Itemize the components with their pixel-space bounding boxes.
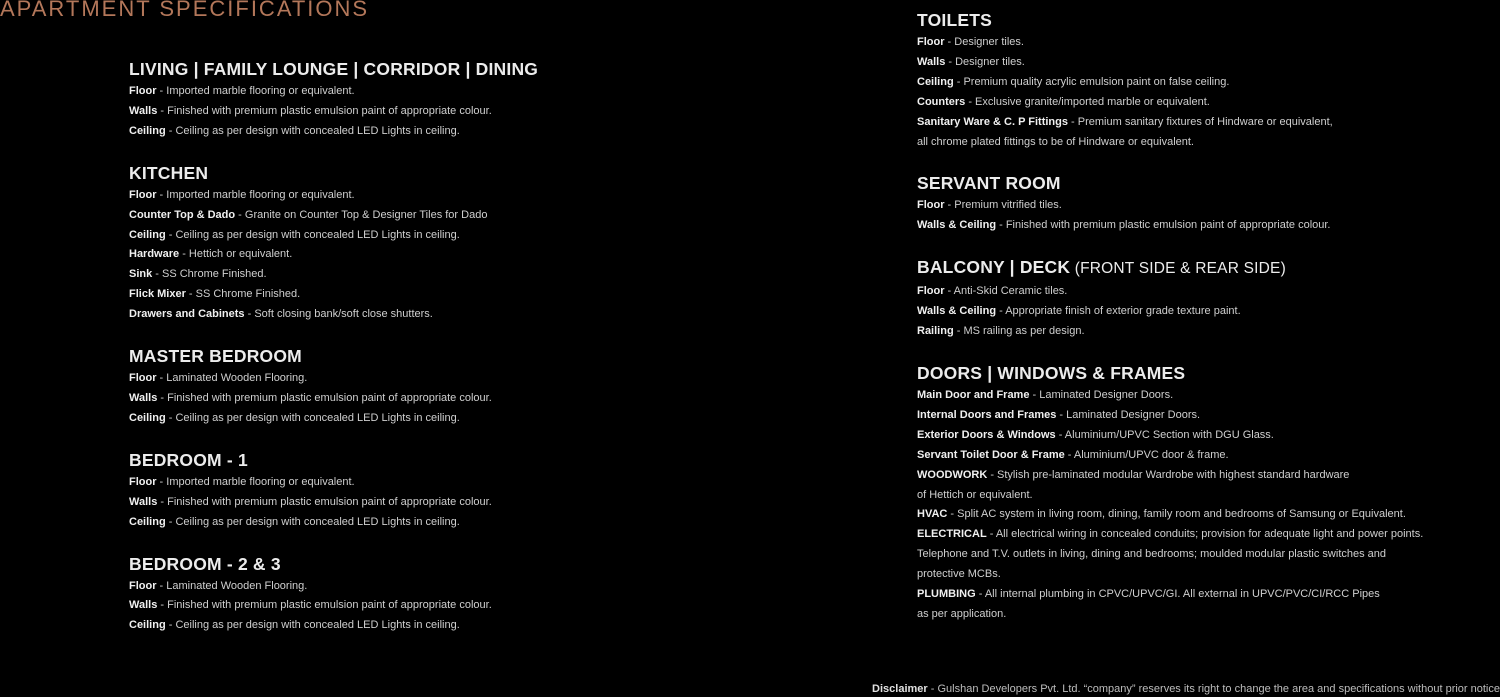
- spec-label: Floor: [917, 285, 945, 298]
- spec-section-living-family-lounge-corridor-dining: [129, 58, 829, 142]
- spec-line: [129, 513, 829, 533]
- spec-line: [129, 122, 829, 142]
- spec-text: - Laminated Designer Doors.: [1029, 388, 1174, 401]
- spec-label: Floor: [129, 372, 157, 385]
- page-title: APARTMENT SPECIFICATIONS: [0, 0, 370, 21]
- spec-section-servant-room: [917, 172, 1477, 236]
- spec-label: Walls: [129, 495, 158, 508]
- spec-label: Sink: [129, 268, 153, 281]
- spec-label: Counters: [917, 95, 966, 108]
- spec-text: - Finished with premium plastic emulsion paint of appropriate colour.: [996, 219, 1331, 232]
- spec-text: - Anti-Skid Ceramic tiles.: [944, 285, 1068, 298]
- spec-line: [917, 113, 1477, 133]
- spec-line: [917, 585, 1477, 605]
- spec-label: Walls: [129, 599, 158, 612]
- spec-text: as per application.: [917, 607, 1007, 620]
- section-heading: [917, 172, 1477, 194]
- disclaimer-text: - Gulshan Developers Pvt. Ltd. “company” reserves its right to change the area and specifications without prior notice: [927, 683, 1500, 695]
- spec-line: [917, 505, 1477, 525]
- spec-line: [917, 133, 1477, 153]
- spec-line: [917, 565, 1477, 585]
- spec-label: ELECTRICAL: [917, 528, 987, 541]
- section-heading-text: MASTER BEDROOM: [129, 346, 302, 367]
- spec-section-bedroom-2-3: [129, 553, 829, 637]
- spec-line: [917, 486, 1477, 506]
- section-heading: [129, 58, 829, 80]
- spec-section-master-bedroom: [129, 345, 829, 429]
- spec-section-bedroom-1: [129, 449, 829, 533]
- spec-line: [129, 577, 829, 597]
- spec-text: - Appropriate finish of exterior grade texture paint.: [996, 305, 1241, 318]
- spec-text: - Premium vitrified tiles.: [944, 199, 1062, 212]
- left-spec-column: [129, 58, 829, 656]
- spec-line: [917, 545, 1477, 565]
- spec-text: - Ceiling as per design with concealed LED Lights in ceiling.: [165, 228, 460, 241]
- spec-line: [129, 206, 829, 226]
- spec-label: Walls: [129, 104, 158, 117]
- spec-label: Floor: [917, 36, 945, 48]
- spec-label: Floor: [917, 199, 945, 212]
- spec-line: [917, 196, 1477, 216]
- spec-text: - Imported marble flooring or equivalent.: [156, 85, 355, 97]
- disclaimer: [872, 682, 1500, 696]
- spec-text: - Laminated Designer Doors.: [1056, 408, 1201, 421]
- spec-text: - Laminated Wooden Flooring.: [156, 372, 308, 385]
- spec-label: Ceiling: [129, 411, 166, 424]
- spec-line: [917, 446, 1477, 466]
- spec-label: Ceiling: [129, 124, 166, 137]
- spec-label: Floor: [129, 579, 157, 592]
- spec-line: [917, 426, 1477, 446]
- spec-text: - Ceiling as per design with concealed LED Lights in ceiling.: [165, 124, 460, 137]
- spec-line: [917, 386, 1477, 406]
- spec-section-balcony-deck: [917, 256, 1477, 342]
- spec-text: - SS Chrome Finished.: [152, 268, 267, 281]
- section-heading: [129, 553, 829, 575]
- disclaimer-label: Disclaimer: [872, 683, 928, 695]
- spec-text: - SS Chrome Finished.: [185, 288, 301, 301]
- section-heading: [917, 362, 1477, 384]
- spec-label: Main Door and Frame: [917, 388, 1030, 401]
- spec-text: - Ceiling as per design with concealed LED Lights in ceiling.: [165, 619, 460, 632]
- spec-text: - Aluminium/UPVC Section with DGU Glass.: [1055, 428, 1274, 441]
- spec-line: [129, 616, 829, 636]
- spec-label: Floor: [129, 85, 157, 97]
- spec-text: - Finished with premium plastic emulsion paint of appropriate colour.: [157, 599, 492, 612]
- spec-text: - Finished with premium plastic emulsion paint of appropriate colour.: [157, 391, 492, 404]
- spec-label: Ceiling: [129, 228, 166, 241]
- spec-text: - Premium sanitary fixtures of Hindware or equivalent,: [1067, 115, 1333, 128]
- spec-label: Ceiling: [129, 619, 166, 632]
- spec-section-doors-windows-frames: [917, 362, 1477, 625]
- spec-line: [129, 186, 829, 206]
- spec-line: [917, 302, 1477, 322]
- spec-text: - Ceiling as per design with concealed LED Lights in ceiling.: [165, 515, 460, 528]
- section-heading: [917, 256, 1477, 280]
- spec-label: HVAC: [917, 508, 948, 521]
- spec-label: Railing: [917, 325, 954, 338]
- spec-label: Ceiling: [129, 515, 166, 528]
- section-heading-text: BALCONY | DECK: [917, 257, 1071, 278]
- spec-line: [917, 282, 1477, 302]
- spec-label: Internal Doors and Frames: [917, 408, 1057, 421]
- spec-line: [917, 33, 1477, 53]
- section-heading-text: TOILETS: [917, 10, 992, 30]
- spec-line: [917, 53, 1477, 73]
- spec-line: [129, 102, 829, 122]
- spec-line: [129, 389, 829, 409]
- spec-text: Telephone and T.V. outlets in living, dining and bedrooms; moulded modular plastic switches and: [917, 548, 1387, 561]
- spec-line: [129, 596, 829, 616]
- spec-text: - Imported marble flooring or equivalent.: [156, 188, 355, 201]
- spec-line: [129, 493, 829, 513]
- spec-line: [129, 245, 829, 265]
- spec-text: of Hettich or equivalent.: [917, 488, 1033, 501]
- spec-text: - Finished with premium plastic emulsion paint of appropriate colour.: [157, 104, 492, 117]
- spec-text: - Granite on Counter Top & Designer Tiles for Dado: [235, 208, 488, 221]
- spec-line: [917, 93, 1477, 113]
- spec-text: all chrome plated fittings to be of Hindware or equivalent.: [917, 135, 1194, 148]
- spec-label: Floor: [129, 188, 157, 201]
- spec-label: Counter Top & Dado: [129, 208, 236, 221]
- spec-label: Flick Mixer: [129, 288, 186, 301]
- spec-line: [129, 473, 829, 493]
- section-heading-text: KITCHEN: [129, 162, 209, 183]
- spec-text: - Designer tiles.: [944, 36, 1024, 48]
- spec-label: Walls: [917, 55, 946, 68]
- spec-text: - Split AC system in living room, dining, family room and bedrooms of Samsung or Equivalent.: [947, 508, 1406, 521]
- spec-text: - Designer tiles.: [945, 55, 1025, 68]
- spec-text: - Laminated Wooden Flooring.: [156, 579, 308, 592]
- spec-text: - Ceiling as per design with concealed LED Lights in ceiling.: [165, 411, 460, 424]
- spec-label: Servant Toilet Door & Frame: [917, 448, 1065, 461]
- spec-label: Ceiling: [917, 75, 954, 88]
- spec-line: [917, 525, 1477, 545]
- spec-text: - Imported marble flooring or equivalent.: [156, 475, 355, 488]
- right-spec-column: [917, 9, 1477, 645]
- spec-text: - Finished with premium plastic emulsion paint of appropriate colour.: [157, 495, 492, 508]
- spec-line: [129, 305, 829, 325]
- spec-text: - Soft closing bank/soft close shutters.: [244, 308, 433, 321]
- spec-label: Hardware: [129, 248, 180, 261]
- section-heading-text: DOORS | WINDOWS & FRAMES: [917, 362, 1186, 383]
- spec-label: Sanitary Ware & C. P Fittings: [917, 115, 1068, 128]
- section-heading: [129, 345, 829, 367]
- spec-label: PLUMBING: [917, 588, 976, 601]
- spec-label: Walls & Ceiling: [917, 219, 997, 232]
- spec-line: [917, 406, 1477, 426]
- spec-label: Floor: [129, 475, 157, 488]
- spec-line: [917, 605, 1477, 625]
- spec-text: - Stylish pre-laminated modular Wardrobe with highest standard hardware: [987, 468, 1350, 481]
- spec-text: - Aluminium/UPVC door & frame.: [1064, 448, 1229, 461]
- section-heading-text: LIVING | FAMILY LOUNGE | CORRIDOR | DINING: [129, 59, 539, 79]
- section-heading-text: SERVANT ROOM: [917, 173, 1061, 194]
- spec-section-toilets: [917, 9, 1477, 152]
- section-heading: [129, 162, 829, 184]
- spec-text: - Hettich or equivalent.: [179, 248, 293, 261]
- spec-line: [917, 73, 1477, 93]
- spec-line: [129, 285, 829, 305]
- spec-label: Exterior Doors & Windows: [917, 428, 1056, 441]
- spec-line: [917, 322, 1477, 342]
- spec-line: [129, 82, 829, 102]
- section-heading-text: BEDROOM - 2 & 3: [129, 553, 281, 574]
- spec-text: - MS railing as per design.: [953, 325, 1085, 338]
- spec-section-kitchen: [129, 162, 829, 325]
- section-heading-text: BEDROOM - 1: [129, 449, 248, 470]
- spec-line: [129, 265, 829, 285]
- spec-text: - Exclusive granite/imported marble or equivalent.: [965, 95, 1210, 108]
- spec-label: Walls: [129, 391, 158, 404]
- spec-text: - All electrical wiring in concealed conduits; provision for adequate light and power points.: [986, 528, 1424, 541]
- spec-line: [129, 409, 829, 429]
- spec-label: Drawers and Cabinets: [129, 308, 245, 321]
- spec-line: [917, 466, 1477, 486]
- spec-label: Walls & Ceiling: [917, 305, 997, 318]
- section-heading-subtext: (FRONT SIDE & REAR SIDE): [1070, 260, 1286, 278]
- spec-label: WOODWORK: [917, 468, 988, 481]
- spec-text: protective MCBs.: [917, 568, 1001, 581]
- section-heading: [917, 9, 1477, 31]
- spec-text: - All internal plumbing in CPVC/UPVC/GI. All external in UPVC/PVC/CI/RCC Pipes: [975, 588, 1380, 601]
- spec-line: [129, 226, 829, 246]
- spec-text: - Premium quality acrylic emulsion paint on false ceiling.: [953, 75, 1230, 88]
- section-heading: [129, 449, 829, 471]
- spec-line: [917, 216, 1477, 236]
- spec-line: [129, 369, 829, 389]
